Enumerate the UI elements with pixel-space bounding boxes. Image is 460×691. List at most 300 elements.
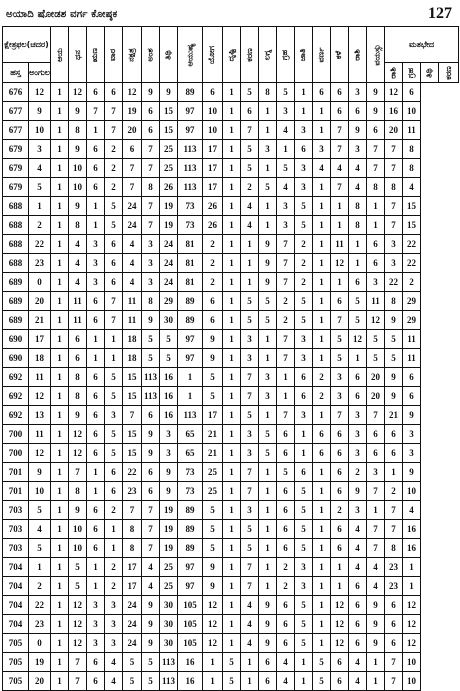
table-cell: 7 — [142, 140, 160, 159]
table-cell: 1 — [87, 577, 105, 596]
table-cell: 1 — [313, 463, 331, 482]
table-cell: 8 — [142, 178, 160, 197]
col-header: ವರ್ಣ — [313, 27, 331, 83]
table-cell: 6 — [142, 102, 160, 121]
table-row — [3, 653, 459, 672]
table-cell: 3 — [349, 406, 367, 425]
table-row — [3, 615, 459, 634]
table-cell: 12 — [203, 596, 223, 615]
table-cell: 8 — [69, 482, 87, 501]
table-cell: 22 — [29, 235, 51, 254]
table-cell: 4 — [313, 159, 331, 178]
table-cell: 1 — [223, 596, 241, 615]
table-cell: 12 — [349, 330, 367, 349]
col-header: ಆಯ — [51, 27, 69, 83]
table-cell: 15 — [160, 102, 178, 121]
table-cell: 4 — [123, 273, 142, 292]
table-cell: 1 — [178, 368, 203, 387]
table-cell: 1 — [223, 539, 241, 558]
table-cell: 6 — [241, 102, 259, 121]
table-cell: 1 — [259, 349, 277, 368]
table-cell: 113 — [160, 653, 178, 672]
table-cell: 1 — [241, 254, 259, 273]
table-cell: 9 — [349, 482, 367, 501]
table-cell: 4 — [277, 121, 295, 140]
table-cell: 10 — [403, 653, 421, 672]
table-row — [3, 672, 459, 691]
table-cell: 6 — [277, 520, 295, 539]
table-cell: 9 — [259, 615, 277, 634]
table-cell: 24 — [160, 273, 178, 292]
table-cell: 3 — [259, 387, 277, 406]
table-cell: 1 — [259, 121, 277, 140]
table-row — [3, 197, 459, 216]
table-cell: 6 — [105, 254, 123, 273]
table-cell: 11 — [403, 121, 421, 140]
col-header: ರಾಶಿ — [349, 27, 367, 83]
table-cell: 12 — [203, 634, 223, 653]
table-cell: 29 — [160, 292, 178, 311]
table-cell: 7 — [385, 672, 403, 691]
table-cell: 113 — [160, 672, 178, 691]
table-cell: 20 — [367, 368, 385, 387]
table-cell: 3 — [295, 121, 313, 140]
table-cell: 9 — [385, 387, 403, 406]
table-cell: 4 — [69, 273, 87, 292]
table-cell: 6 — [87, 501, 105, 520]
table-cell: 11 — [29, 425, 51, 444]
col-header: ಕರಣ — [241, 27, 259, 83]
table-cell: 5 — [105, 197, 123, 216]
table-cell: 15 — [123, 444, 142, 463]
table-cell: 2 — [313, 387, 331, 406]
table-cell: 17 — [203, 140, 223, 159]
table-cell: 22 — [403, 235, 421, 254]
table-cell: 1 — [313, 539, 331, 558]
table-cell: 5 — [69, 558, 87, 577]
table-cell: 6 — [142, 121, 160, 140]
table-row — [3, 83, 459, 102]
table-cell: 6 — [277, 539, 295, 558]
table-cell: 89 — [178, 520, 203, 539]
table-cell: 3 — [295, 330, 313, 349]
table-cell: 7 — [142, 159, 160, 178]
table-cell: 1 — [313, 615, 331, 634]
table-cell: 1 — [223, 159, 241, 178]
table-cell: 6 — [367, 121, 385, 140]
table-cell: 7 — [123, 178, 142, 197]
table-cell: 1 — [223, 615, 241, 634]
table-cell: 5 — [277, 463, 295, 482]
table-cell: 1 — [295, 425, 313, 444]
table-cell: 15 — [123, 368, 142, 387]
table-cell: 1 — [29, 197, 51, 216]
table-cell: 5 — [241, 140, 259, 159]
table-cell: 6 — [87, 311, 105, 330]
table-cell: 1 — [259, 463, 277, 482]
table-row — [3, 463, 459, 482]
table-cell: 10 — [403, 672, 421, 691]
table-cell: 5 — [203, 368, 223, 387]
table-cell: 24 — [123, 216, 142, 235]
table-cell: 1 — [313, 558, 331, 577]
table-cell: 8 — [142, 292, 160, 311]
table-cell: 1 — [51, 368, 69, 387]
area-sub-header: ಅಂಗುಲ — [29, 63, 51, 83]
table-cell: 7 — [241, 121, 259, 140]
table-cell: 5 — [105, 368, 123, 387]
table-cell: 1 — [259, 216, 277, 235]
table-cell: 6 — [69, 349, 87, 368]
table-cell: 10 — [69, 159, 87, 178]
table-cell: 9 — [69, 406, 87, 425]
table-cell: 7 — [277, 349, 295, 368]
opinion-col-header: ತಿಥಿ — [421, 63, 439, 83]
table-cell: 6 — [69, 330, 87, 349]
table-cell: 89 — [178, 501, 203, 520]
table-cell: 6 — [123, 140, 142, 159]
table-cell: 9 — [403, 406, 421, 425]
table-cell: 105 — [178, 596, 203, 615]
table-cell: 17 — [203, 406, 223, 425]
table-cell: 5 — [331, 349, 349, 368]
table-body — [3, 83, 459, 691]
table-cell: 5 — [241, 520, 259, 539]
table-cell: 5 — [295, 482, 313, 501]
table-cell: 17 — [123, 577, 142, 596]
table-row — [3, 159, 459, 178]
table-cell: 5 — [160, 330, 178, 349]
table-row — [3, 444, 459, 463]
table-row — [3, 634, 459, 653]
table-cell: 4 — [241, 216, 259, 235]
table-cell: 25 — [160, 159, 178, 178]
table-cell: 705 — [3, 653, 29, 672]
table-cell: 5 — [69, 577, 87, 596]
table-cell: 5 — [259, 444, 277, 463]
table-cell: 3 — [367, 273, 385, 292]
table-cell: 23 — [385, 558, 403, 577]
table-cell: 22 — [385, 273, 403, 292]
table-cell: 9 — [142, 596, 160, 615]
table-cell: 8 — [349, 197, 367, 216]
table-cell: 24 — [123, 596, 142, 615]
table-cell: 81 — [178, 254, 203, 273]
table-cell: 9 — [142, 634, 160, 653]
table-cell: 5 — [259, 178, 277, 197]
table-cell: 2 — [105, 140, 123, 159]
page-number: 127 — [428, 5, 452, 22]
table-cell: 22 — [123, 463, 142, 482]
table-cell: 12 — [69, 83, 87, 102]
table-cell: 7 — [331, 311, 349, 330]
table-cell: 1 — [295, 653, 313, 672]
table-cell: 7 — [277, 406, 295, 425]
table-cell: 1 — [259, 577, 277, 596]
table-cell: 1 — [259, 406, 277, 425]
table-cell: 1 — [87, 197, 105, 216]
table-cell: 12 — [69, 634, 87, 653]
table-cell: 7 — [277, 330, 295, 349]
table-cell: 677 — [3, 121, 29, 140]
table-cell: 97 — [178, 121, 203, 140]
table-cell: 4 — [367, 558, 385, 577]
table-cell: 19 — [160, 197, 178, 216]
table-cell: 25 — [160, 140, 178, 159]
table-cell: 7 — [385, 501, 403, 520]
table-cell: 5 — [29, 178, 51, 197]
table-cell: 1 — [313, 330, 331, 349]
table-cell: 1 — [259, 539, 277, 558]
table-cell: 3 — [241, 444, 259, 463]
table-cell: 16 — [403, 520, 421, 539]
table-cell: 6 — [277, 444, 295, 463]
table-cell: 1 — [367, 197, 385, 216]
table-cell: 5 — [241, 406, 259, 425]
table-cell: 1 — [223, 634, 241, 653]
table-cell: 6 — [277, 596, 295, 615]
table-cell: 689 — [3, 292, 29, 311]
table-cell: 6 — [142, 463, 160, 482]
table-cell: 5 — [295, 539, 313, 558]
table-cell: 2 — [203, 254, 223, 273]
table-cell: 1 — [223, 273, 241, 292]
col-header: ಜಾತಿ — [295, 27, 313, 83]
table-cell: 1 — [87, 121, 105, 140]
table-cell: 1 — [203, 672, 223, 691]
table-cell: 1 — [277, 368, 295, 387]
table-cell: 7 — [241, 482, 259, 501]
table-cell: 5 — [295, 311, 313, 330]
table-cell: 10 — [403, 482, 421, 501]
table-cell: 688 — [3, 235, 29, 254]
table-cell: 3 — [87, 634, 105, 653]
table-cell: 4 — [367, 577, 385, 596]
table-row — [3, 102, 459, 121]
table-cell: 20 — [29, 672, 51, 691]
table-cell: 3 — [105, 634, 123, 653]
table-cell: 6 — [87, 140, 105, 159]
table-cell: 6 — [349, 368, 367, 387]
table-cell: 4 — [241, 634, 259, 653]
table-cell: 20 — [123, 121, 142, 140]
area-sub-header: ಹಸ್ತ — [3, 63, 29, 83]
table-cell: 20 — [385, 121, 403, 140]
table-cell: 1 — [223, 387, 241, 406]
table-cell: 6 — [331, 463, 349, 482]
table-cell: 1 — [223, 577, 241, 596]
table-cell: 5 — [241, 159, 259, 178]
table-cell: 1 — [223, 235, 241, 254]
table-cell: 5 — [223, 653, 241, 672]
table-cell: 2 — [349, 463, 367, 482]
table-cell: 5 — [277, 159, 295, 178]
table-cell: 5 — [295, 292, 313, 311]
table-cell: 6 — [142, 482, 160, 501]
table-cell: 1 — [313, 482, 331, 501]
table-cell: 9 — [160, 463, 178, 482]
table-cell: 1 — [223, 102, 241, 121]
table-cell: 12 — [367, 311, 385, 330]
table-cell: 1 — [241, 672, 259, 691]
table-cell: 3 — [241, 425, 259, 444]
table-cell: 18 — [123, 330, 142, 349]
table-cell: 1 — [223, 140, 241, 159]
col-header: ಯೋಗ — [203, 27, 223, 83]
table-cell: 3 — [295, 577, 313, 596]
table-cell: 1 — [223, 83, 241, 102]
table-cell: 6 — [142, 406, 160, 425]
table-cell: 7 — [331, 140, 349, 159]
table-cell: 9 — [367, 615, 385, 634]
table-cell: 2 — [203, 235, 223, 254]
table-cell: 1 — [241, 273, 259, 292]
table-cell: 1 — [87, 349, 105, 368]
table-cell: 4 — [29, 159, 51, 178]
table-cell: 7 — [331, 121, 349, 140]
table-cell: 11 — [69, 292, 87, 311]
table-cell: 4 — [142, 558, 160, 577]
table-cell: 73 — [178, 463, 203, 482]
table-cell: 1 — [313, 178, 331, 197]
table-cell: 7 — [367, 406, 385, 425]
table-cell: 2 — [203, 273, 223, 292]
table-cell: 3 — [259, 368, 277, 387]
table-cell: 7 — [385, 197, 403, 216]
table-cell: 1 — [313, 577, 331, 596]
table-cell: 5 — [142, 653, 160, 672]
table-cell: 73 — [178, 216, 203, 235]
table-cell: 1 — [51, 653, 69, 672]
table-cell: 1 — [259, 501, 277, 520]
page-title: ಅಯಾದಿ ಷೋಡಶ ವರ್ಗ ಕೋಷ್ಠಕ — [6, 9, 118, 20]
table-cell: 6 — [87, 539, 105, 558]
table-cell: 4 — [241, 615, 259, 634]
table-cell: 15 — [123, 425, 142, 444]
table-cell: 1 — [87, 216, 105, 235]
table-cell: 19 — [160, 539, 178, 558]
table-cell: 6 — [87, 368, 105, 387]
table-cell: 9 — [367, 634, 385, 653]
table-cell: 9 — [203, 558, 223, 577]
table-cell: 10 — [403, 102, 421, 121]
table-cell: 3 — [241, 501, 259, 520]
table-cell: 25 — [203, 482, 223, 501]
table-cell: 4 — [403, 178, 421, 197]
table-cell: 3 — [349, 83, 367, 102]
table-cell: 6 — [331, 102, 349, 121]
table-cell: 3 — [277, 102, 295, 121]
table-row — [3, 577, 459, 596]
table-cell: 21 — [203, 425, 223, 444]
table-cell: 6 — [349, 615, 367, 634]
table-cell: 1 — [223, 197, 241, 216]
table-cell: 16 — [178, 672, 203, 691]
table-cell: 7 — [331, 406, 349, 425]
table-cell: 11 — [331, 235, 349, 254]
table-cell: 5 — [105, 425, 123, 444]
table-cell: 1 — [51, 121, 69, 140]
table-cell: 11 — [69, 311, 87, 330]
table-cell: 3 — [105, 406, 123, 425]
table-cell: 1 — [223, 254, 241, 273]
table-row — [3, 406, 459, 425]
table-cell: 7 — [69, 672, 87, 691]
table-cell: 1 — [313, 235, 331, 254]
table-cell: 703 — [3, 539, 29, 558]
table-cell: 1 — [313, 596, 331, 615]
table-cell: 3 — [87, 596, 105, 615]
table-cell: 17 — [29, 330, 51, 349]
table-cell: 701 — [3, 463, 29, 482]
table-cell: 6 — [349, 634, 367, 653]
table-cell: 4 — [349, 558, 367, 577]
table-cell: 6 — [313, 425, 331, 444]
table-cell: 4 — [277, 653, 295, 672]
table-cell: 1 — [51, 672, 69, 691]
table-cell: 89 — [178, 83, 203, 102]
table-row — [3, 330, 459, 349]
table-cell: 8 — [385, 292, 403, 311]
table-cell: 4 — [277, 672, 295, 691]
table-cell: 5 — [29, 501, 51, 520]
table-row — [3, 539, 459, 558]
table-cell: 1 — [223, 482, 241, 501]
table-cell: 1 — [87, 463, 105, 482]
table-cell: 6 — [313, 444, 331, 463]
table-cell: 8 — [69, 216, 87, 235]
table-cell: 8 — [69, 121, 87, 140]
table-cell: 20 — [367, 387, 385, 406]
table-cell: 1 — [223, 444, 241, 463]
table-cell: 4 — [29, 520, 51, 539]
table-cell: 16 — [160, 406, 178, 425]
table-cell: 5 — [203, 539, 223, 558]
table-cell: 676 — [3, 83, 29, 102]
table-cell: 1 — [51, 463, 69, 482]
table-cell: 9 — [259, 634, 277, 653]
table-cell: 703 — [3, 501, 29, 520]
table-cell: 3 — [349, 444, 367, 463]
table-cell: 8 — [259, 83, 277, 102]
col-header: ಲಗ್ನ — [259, 27, 277, 83]
table-cell: 6 — [277, 482, 295, 501]
table-cell: 3 — [277, 197, 295, 216]
table-cell: 1 — [403, 577, 421, 596]
table-cell: 7 — [241, 558, 259, 577]
table-cell: 1 — [313, 634, 331, 653]
table-cell: 2 — [295, 235, 313, 254]
table-cell: 18 — [29, 349, 51, 368]
table-cell: 6 — [105, 273, 123, 292]
table-cell: 6 — [367, 235, 385, 254]
table-cell: 113 — [178, 140, 203, 159]
table-cell: 1 — [105, 520, 123, 539]
table-cell: 17 — [123, 558, 142, 577]
table-cell: 1 — [87, 330, 105, 349]
table-cell: 6 — [349, 577, 367, 596]
col-header: ತಿಥಿ — [160, 27, 178, 83]
table-cell: 3 — [295, 159, 313, 178]
table-cell: 6 — [87, 178, 105, 197]
table-cell: 6 — [277, 425, 295, 444]
table-cell: 19 — [160, 520, 178, 539]
table-cell: 9 — [69, 501, 87, 520]
table-row — [3, 235, 459, 254]
table-cell: 97 — [178, 349, 203, 368]
table-cell: 1 — [203, 653, 223, 672]
table-cell: 1 — [51, 235, 69, 254]
